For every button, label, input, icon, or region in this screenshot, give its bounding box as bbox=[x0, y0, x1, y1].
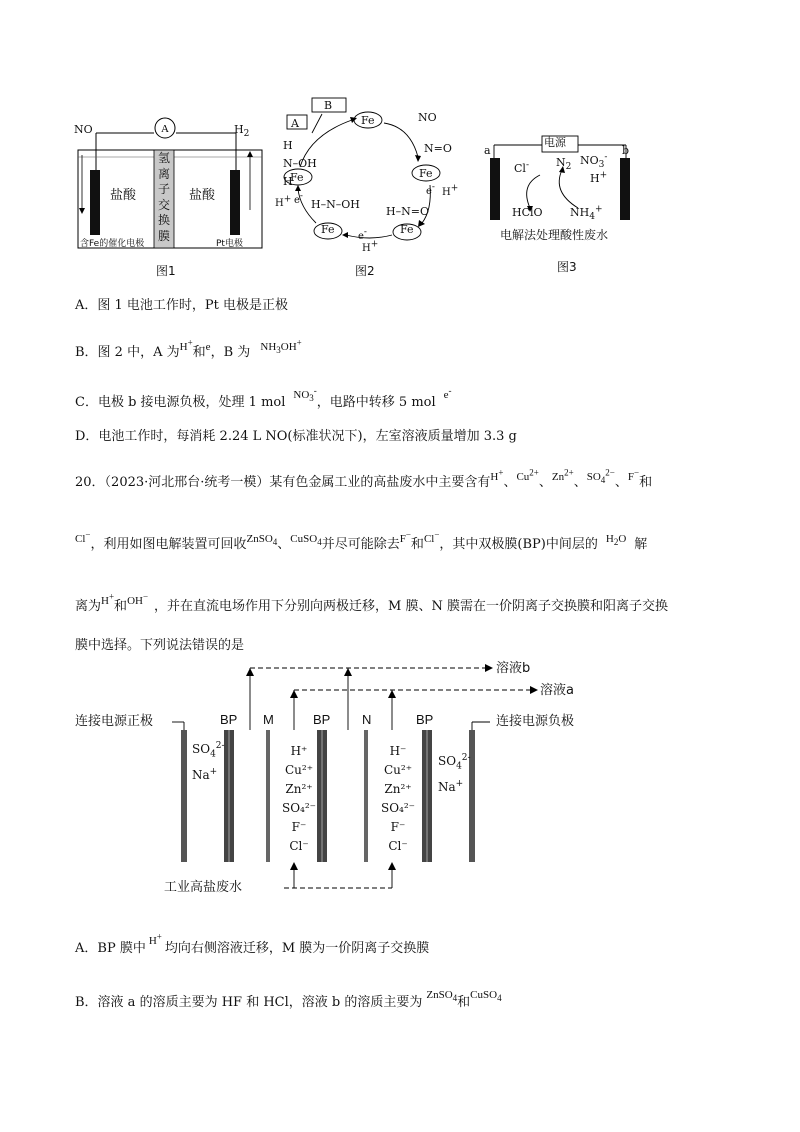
fig1-left-electrode-label: 含Fe的催化电极 bbox=[80, 239, 145, 249]
bp-label-1: BP bbox=[220, 712, 238, 727]
fig2-caption: 图2 bbox=[355, 264, 375, 278]
electrode-b bbox=[620, 158, 630, 220]
left-chamber-ions: $SO_4^{2-}$ Na+ bbox=[192, 741, 225, 782]
fig2-fe-4: Fe bbox=[321, 223, 335, 236]
fig2-hplus-2: H+ bbox=[275, 194, 292, 209]
fig3-hclo: HClO bbox=[512, 206, 543, 219]
fig3-cl: Cl- bbox=[514, 160, 529, 175]
n-membrane bbox=[364, 730, 368, 862]
negative-electrode bbox=[469, 730, 475, 862]
fig1-left-solution: 盐酸 bbox=[110, 188, 137, 203]
right-chamber-ions: $SO_4^{2-}$ Na+ bbox=[438, 753, 471, 794]
bp-label-3: BP bbox=[416, 712, 434, 727]
fig2-intermediate-1: H N–OH H bbox=[283, 139, 317, 188]
fig1-membrane-label: 氢 离 子 交 换 膜 bbox=[157, 151, 170, 243]
fig2-fe-5: Fe bbox=[290, 171, 304, 184]
fig2-e-3: e- bbox=[294, 191, 303, 206]
fig2-no: NO bbox=[418, 111, 437, 124]
fig2-intermediate-3: H–N=O bbox=[386, 205, 429, 218]
fig3-n2: $N_2$ bbox=[556, 156, 572, 173]
fig2-hminus: H+ bbox=[362, 239, 379, 254]
fig2-box-b: B bbox=[324, 99, 333, 112]
option-bottom-b: B．溶液 a 的溶质主要为 HF 和 HCl，溶液 b 的溶质主要为 $^{ZnSO_4}$和$^{CuSO_4}$ bbox=[75, 989, 502, 1010]
q20-line-2: $^{Cl^-}$，利用如图电解装置可回收$^{ZnSO_4}$、$^{CuSO_4}$并尽可能除去$^{F^-}$和$^{Cl^-}$，其中双极膜(BP)中间层的 $^{H_2O}$ 解 bbox=[75, 529, 648, 552]
ammeter-label: A bbox=[161, 123, 169, 135]
fig2-e-2: e- bbox=[358, 227, 367, 242]
option-top-d: D．电池工作时，每消耗 2.24 L NO(标准状况下)，左室溶液质量增加 3.3 g bbox=[75, 429, 517, 444]
positive-electrode-label: 连接电源正极 bbox=[75, 714, 154, 729]
fig1-no-label: NO bbox=[74, 123, 93, 136]
fig1-h2-label: $H_2$ bbox=[234, 123, 250, 140]
fig2-intermediate-2: N=O bbox=[424, 142, 452, 155]
positive-electrode bbox=[181, 730, 187, 862]
middle-chamber-ions: H⁺ Cu²⁺ Zn²⁺ SO₄²⁻ F⁻ Cl⁻ bbox=[282, 744, 317, 853]
left-electrode bbox=[90, 170, 100, 235]
fig3-b: b bbox=[622, 144, 630, 157]
right-middle-chamber-ions: H⁻ Cu²⁺ Zn²⁺ SO₄²⁻ F⁻ Cl⁻ bbox=[381, 744, 416, 853]
fig3-power: 电源 bbox=[544, 136, 566, 149]
fig2-box-a: A bbox=[291, 117, 299, 130]
fig1-right-solution: 盐酸 bbox=[189, 188, 216, 203]
option-top-b: B．图 2 中，A 为$^{H^+}$和$^e$，B 为 $^{NH_3OH^+}$ bbox=[75, 337, 302, 360]
option-top-c: C．电极 b 接电源负极，处理 1 mol $^{NO_3^-}$，电路中转移 5 mol $^{e^-}$ bbox=[75, 385, 452, 410]
fig3-a: a bbox=[484, 144, 491, 157]
fig3-h: H+ bbox=[590, 170, 608, 185]
q20-line-3: 离为$^{H^+}$和$^{OH^-}$，并在直流电场作用下分别向两极迁移，M 膜、N 膜需在一价阴离子交换膜和阳离子交换 bbox=[75, 591, 668, 614]
m-label: M bbox=[263, 712, 274, 727]
fig1-caption: 图1 bbox=[156, 264, 176, 278]
n-label: N bbox=[362, 712, 372, 727]
fig2-fe-1: Fe bbox=[361, 114, 375, 127]
fig2-hplus-1: H+ bbox=[442, 183, 459, 198]
fig2-fe-3: Fe bbox=[400, 223, 414, 236]
fig3-caption: 图3 bbox=[557, 260, 577, 274]
fig2-intermediate-4: H–N–OH bbox=[311, 198, 360, 211]
fig2-e-1: e- bbox=[426, 182, 435, 197]
solution-b-label: 溶液b bbox=[496, 661, 531, 676]
bp-label-2: BP bbox=[313, 712, 331, 727]
option-bottom-a: A．BP 膜中 $^{H^+}$均向右侧溶液迁移，M 膜为一价阴离子交换膜 bbox=[75, 931, 430, 956]
m-membrane bbox=[266, 730, 270, 862]
fig3-description: 电解法处理酸性废水 bbox=[500, 228, 609, 242]
solution-a-label: 溶液a bbox=[540, 683, 574, 698]
q20-line-4: 膜中选择。下列说法错误的是 bbox=[75, 638, 245, 653]
feed-label: 工业高盐废水 bbox=[164, 880, 243, 895]
right-electrode bbox=[230, 170, 240, 235]
electrode-a bbox=[490, 158, 500, 220]
fig1-right-electrode-label: Pt电极 bbox=[216, 239, 243, 249]
option-top-a: A．图 1 电池工作时，Pt 电极是正极 bbox=[75, 298, 289, 313]
fig3-no3: $NO_3^-$ bbox=[580, 152, 608, 171]
q20-line-1: 20．（2023·河北邢台·统考一模）某有色金属工业的高盐废水中主要含有$^{H^+}$、$^{Cu^{2+}}$、$^{Zn^{2+}}$、$^{SO_4^{2-}}$、$^{F^-}$和 bbox=[75, 467, 653, 490]
negative-electrode-label: 连接电源负极 bbox=[496, 714, 575, 729]
fig3-nh4: $NH_4^+$ bbox=[570, 204, 603, 223]
fig2-fe-2: Fe bbox=[419, 167, 433, 180]
